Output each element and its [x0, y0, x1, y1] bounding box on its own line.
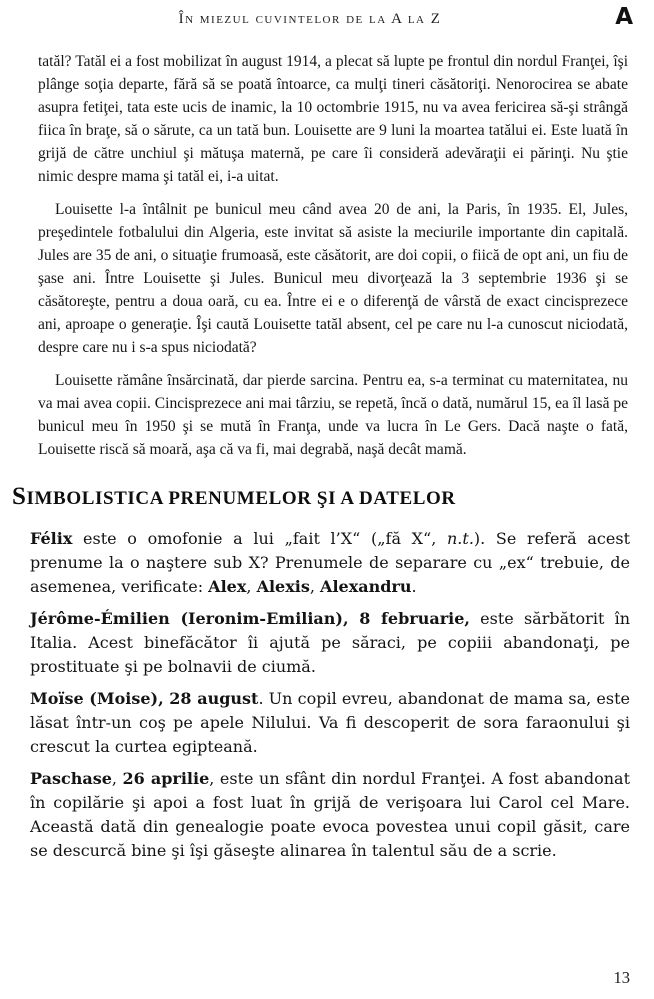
section-heading: SIMBOLISTICA PRENUMELOR ŞI A DATELOR [12, 483, 456, 510]
intro-paragraph-3: Louisette rămâne însărcinată, dar pierde sarcina. Pentru ea, s-a terminat cu maternitatea, nu va mai avea copii. Cincisprezece ani mai târziu, se repetă, încă o dată, numărul 15, ea îl lasă pe bunicul meu în 1950 şi se mută în Franţa, unde va lucra în Le Gers. Dacă naşte o fată, Louisette riscă să moară, aşa că va fi, mai degrabă, naşă decât mamă. [38, 372, 628, 458]
page-content [12, 50, 631, 871]
entry-paragraph-moise: Moïse (Moise), 28 august. Un copil evreu, abandonat de mama sa, este lăsat într-un coş pe apele Nilului. Va fi descoperit de sora faraonului şi crescut la curtea egipteană. [30, 689, 631, 756]
entry-paragraph-felix: Félix este o omofonie a lui „fait l’X“ („fă X“, n.t.). Se referă acest prenume la o naştere sub X? Prenumele de separare cu „ex“ trebuie, de asemenea, verificate: Alex, Alexis, Alexandru. [30, 529, 630, 596]
entry-paragraph-jerome-emilien: Jérôme-Émilien (Ieronim-Emilian), 8 februarie, este sărbătorit în Italia. Acest binefăcător îi ajută pe săraci, pe copiii abandonaţi, pe prostituate şi pe bolnavii de ciumă. [30, 609, 630, 676]
page-number: 13 [613, 968, 630, 987]
intro-paragraph-1: tatăl? Tatăl ei a fost mobilizat în august 1914, a plecat să lupte pe frontul din nordul Franţei, îşi plânge soţia departe, fără să se poată întoarce, ca mulţi tineri căsătoriţi. Nenorocirea se abate asupra fetiţei, tata este ucis de inamic, la 10 octombrie 1915, nu va avea fericirea să-şi strângă fiica în braţe, să o sărute, ca un tată bun. Louisette are 9 luni la moartea tatălui ei. Este luată în grijă de către unchiul şi mătuşa maternă, pe care îi consideră adevăraţii ei părinţi. Nu ştie nimic despre mama şi tatăl ei, i-a uitat. [38, 53, 628, 185]
running-title: În miezul cuvintelor de la A la Z [178, 11, 442, 27]
section-letter: A [615, 4, 633, 30]
intro-section [30, 50, 630, 461]
entries-section [30, 527, 630, 863]
intro-paragraph-2: Louisette l-a întâlnit pe bunicul meu când avea 20 de ani, la Paris, în 1935. El, Jules, preşedintele fotbalului din Algeria, este invitat să asiste la meciurile importante din capitală. Jules are 35 de ani, o situaţie frumoasă, este căsătorit, are doi copii, o fiică de opt ani, un fiu de şase ani. Între Louisette şi Jules. Bunicul meu divorţează la 3 septembrie 1936 şi se căsătoreşte, pentru a doua oară, cu ea. Între ei e o diferenţă de vârstă de exact cincisprezece ani, aproape o generaţie. Îşi caută Louisette tatăl absent, cel pe care nu l-a cunoscut niciodată, despre care nu i s-a spus niciodată? [38, 201, 628, 356]
entry-paragraph-paschase: Paschase, 26 aprilie, este un sfânt din nordul Franţei. A fost abandonat în copilărie şi apoi a fost luat în grijă de verişoara lui Carol cel Mare. Această dată din genealogie poate evoca povestea unui copil găsit, care se descurcă bine şi îşi găseşte alinarea în talentul său de a scrie. [30, 769, 631, 860]
